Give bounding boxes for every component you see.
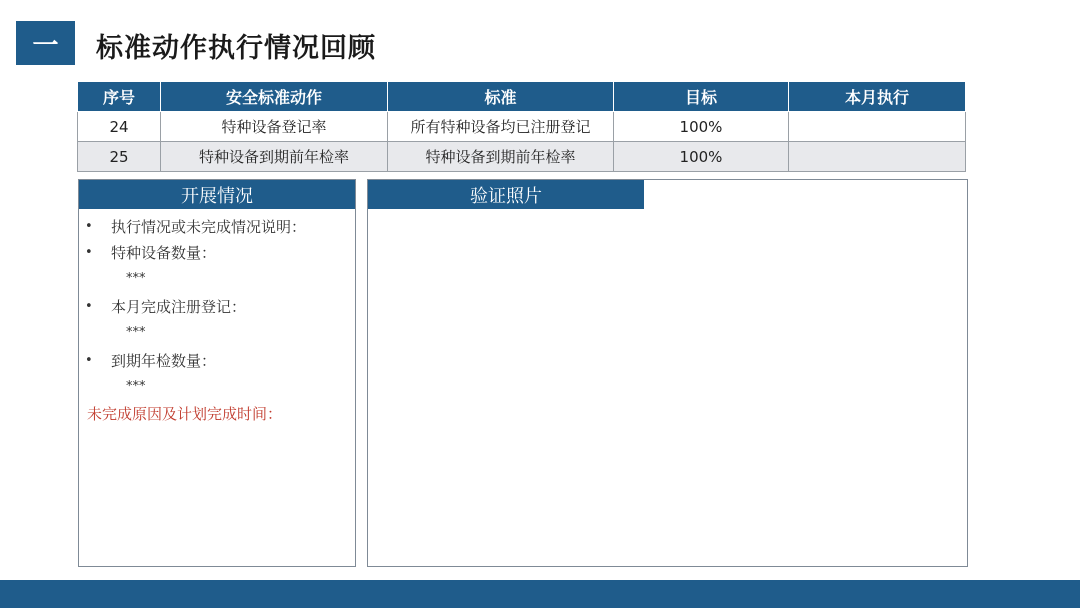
list-item bbox=[85, 239, 355, 265]
section-number-badge: 一 bbox=[16, 21, 75, 65]
cell-standard: 特种设备到期前年检率 bbox=[388, 142, 614, 172]
column-header-target: 目标 bbox=[614, 82, 789, 112]
item-annual-inspection-label: 到期年检数量： bbox=[111, 351, 217, 370]
cell-index: 24 bbox=[78, 112, 161, 142]
progress-panel bbox=[78, 179, 356, 567]
progress-items bbox=[79, 209, 355, 427]
bullet-icon: • bbox=[85, 218, 93, 234]
page-title: 标准动作执行情况回顾 bbox=[96, 33, 376, 64]
cell-monthly-execution[interactable] bbox=[789, 112, 966, 142]
item-equipment-count-label: 特种设备数量： bbox=[111, 243, 217, 262]
photo-area[interactable] bbox=[368, 209, 967, 565]
cell-action: 特种设备到期前年检率 bbox=[161, 142, 388, 172]
photo-panel-title: 验证照片 bbox=[368, 180, 644, 209]
equipment-count-value[interactable]: *** bbox=[126, 271, 146, 286]
column-header-monthly-execution: 本月执行 bbox=[789, 82, 966, 112]
bullet-icon: • bbox=[85, 298, 93, 314]
column-header-action: 安全标准动作 bbox=[161, 82, 388, 112]
cell-action: 特种设备登记率 bbox=[161, 112, 388, 142]
annual-inspection-value[interactable]: *** bbox=[126, 379, 146, 394]
incomplete-reason-label: 未完成原因及计划完成时间： bbox=[87, 405, 283, 423]
list-item bbox=[85, 293, 355, 319]
column-header-index: 序号 bbox=[78, 82, 161, 112]
table-row bbox=[78, 112, 966, 142]
progress-panel-title: 开展情况 bbox=[79, 180, 355, 209]
cell-target: 100% bbox=[614, 142, 789, 172]
photo-panel bbox=[367, 179, 968, 567]
monthly-registration-value[interactable]: *** bbox=[126, 325, 146, 340]
cell-target: 100% bbox=[614, 112, 789, 142]
bullet-icon: • bbox=[85, 352, 93, 368]
cell-index: 25 bbox=[78, 142, 161, 172]
cell-standard: 所有特种设备均已注册登记 bbox=[388, 112, 614, 142]
list-item bbox=[85, 347, 355, 373]
bullet-icon: • bbox=[85, 244, 93, 260]
item-execution-status-label: 执行情况或未完成情况说明： bbox=[111, 217, 307, 236]
item-monthly-registration-label: 本月完成注册登记： bbox=[111, 297, 247, 316]
table-row bbox=[78, 142, 966, 172]
cell-monthly-execution[interactable] bbox=[789, 142, 966, 172]
table-header-row bbox=[78, 82, 966, 112]
standard-actions-table bbox=[77, 81, 966, 172]
footer-bar bbox=[0, 580, 1080, 608]
column-header-standard: 标准 bbox=[388, 82, 614, 112]
list-item bbox=[85, 213, 355, 239]
